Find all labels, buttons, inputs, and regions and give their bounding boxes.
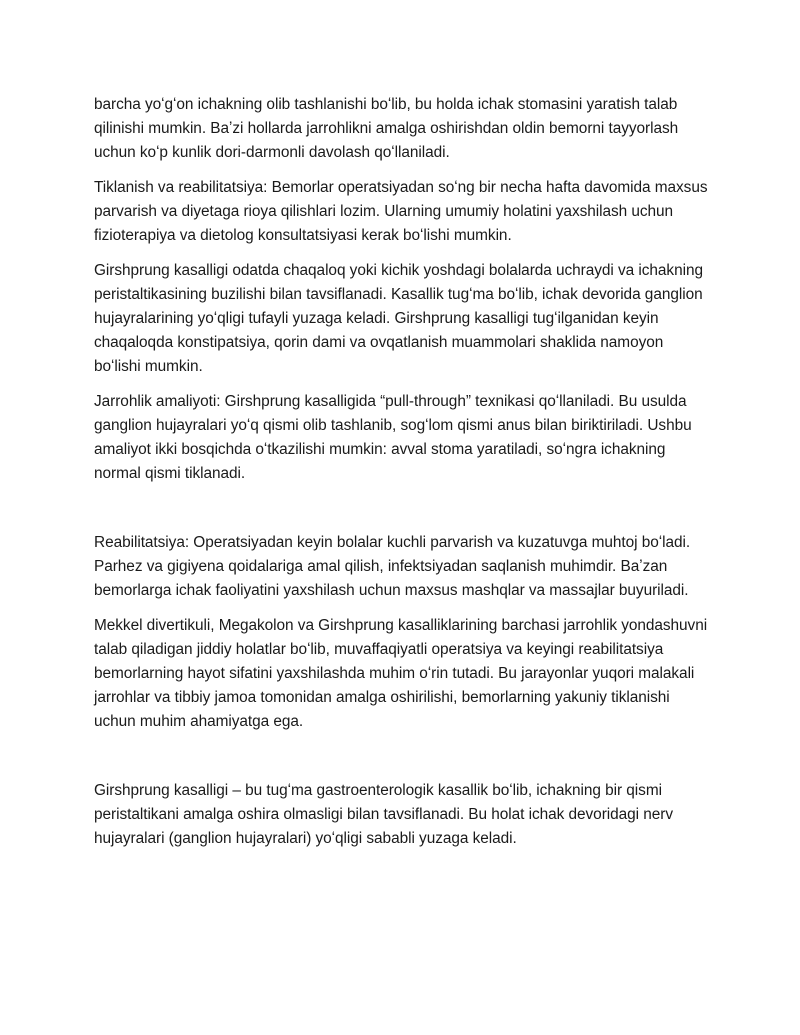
paragraph-surgical-procedure: Jarrohlik amaliyoti: Girshprung kasalligida “pull-through” texnikasi qoʻllaniladi. Bu usulda ganglion hujayralari yoʻq qismi olib tashlanib, sogʻlom qismi anus bilan biriktiriladi. Ushbu amaliyot ikki bosqichda oʻtkazilishi mumkin: avval stoma yaratiladi, soʻngra ichakning normal qismi tiklanadi. xyxy=(94,393,692,482)
paragraph-rehabilitation: Reabilitatsiya: Operatsiyadan keyin bolalar kuchli parvarish va kuzatuvga muhtoj boʻladi. Parhez va gigiyena qoidalariga amal qilish, infektsiyadan saqlanish muhimdir. Baʼzan bemorlarga ichak faoliyatini yaxshilash uchun maxsus mashqlar va massajlar buyuriladi. xyxy=(94,534,691,599)
paragraph-hirschsprung-definition: Girshprung kasalligi – bu tugʻma gastroenterologik kasallik boʻlib, ichakning bir qismi peristaltikani amalga oshira olmasligi bilan tavsiflanadi. Bu holat ichak devoridagi nerv hujayralari (ganglion hujayralari) yoʻqligi sababli yuzaga keladi. xyxy=(94,782,673,847)
paragraph-surgery-continuation: barcha yoʻgʻon ichakning olib tashlanishi boʻlib, bu holda ichak stomasini yaratish talab qilinishi mumkin. Baʼzi hollarda jarrohlikni amalga oshirishdan oldin bemorni tayyorlash uchun koʻp kunlik dori-darmonli davolash qoʻllaniladi. xyxy=(94,96,679,161)
paragraph-recovery-rehabilitation: Tiklanish va reabilitatsiya: Bemorlar operatsiyadan soʻng bir necha hafta davomida maxsus parvarish va diyetaga rioya qilishlari lozim. Ularning umumiy holatini yaxshilash uchun fizioterapiya va dietolog konsultatsiyasi kerak boʻlishi mumkin. xyxy=(94,179,708,244)
paragraph-hirschsprung-overview: Girshprung kasalligi odatda chaqaloq yoki kichik yoshdagi bolalarda uchraydi va ichakning peristaltikasining buzilishi bilan tavsiflanadi. Kasallik tugʻma boʻlib, ichak devorida ganglion hujayralarining yoʻqligi tufayli yuzaga keladi. Girshprung kasalligi tugʻilganidan keyin chaqaloqda konstipatsiya, qorin dami va ovqatlanish muammolari shaklida namoyon boʻlishi mumkin. xyxy=(94,262,703,375)
paragraph-summary: Mekkel divertikuli, Megakolon va Girshprung kasalliklarining barchasi jarrohlik yondashuvni talab qiladigan jiddiy holatlar boʻlib, muvaffaqiyatli operatsiya va keyingi reabilitatsiya bemorlarning hayot sifatini yaxshilashda muhim oʻrin tutadi. Bu jarayonlar yuqori malakali jarrohlar va tibbiy jamoa tomonidan amalga oshirilishi, bemorlarning yakuniy tiklanishi uchun muhim ahamiyatga ega. xyxy=(94,617,708,730)
document-body xyxy=(94,93,714,862)
